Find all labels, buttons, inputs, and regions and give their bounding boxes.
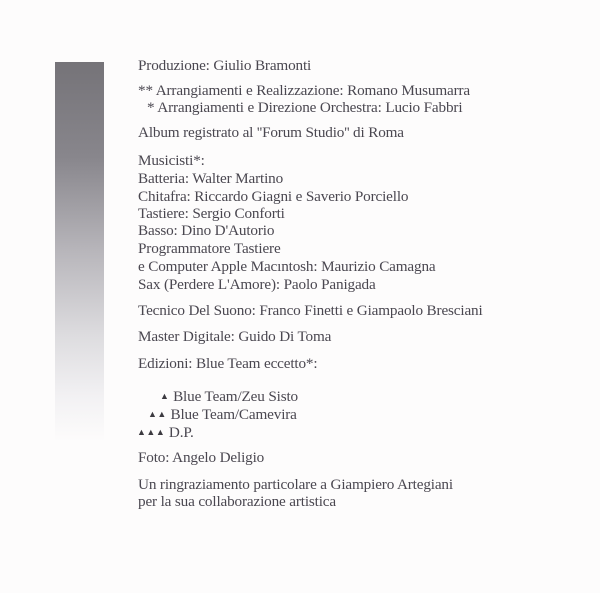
triangle-marker-icon: ▲▲▲ — [137, 427, 166, 437]
triangle-marker-icon: ▲▲ — [148, 409, 167, 419]
musician-drums: Batteria: Walter Martino — [138, 170, 284, 187]
musician-sax: Sax (Perdere L'Amore): Paolo Panigada — [138, 276, 376, 293]
arrangements-double-credit: ** Arrangiamenti e Realizzazione: Romano Musumarra — [138, 82, 470, 99]
musician-programmer: Programmatore Tastiere — [138, 240, 281, 257]
album-recorded-credit: Album registrato al ''Forum Studio'' di Roma — [138, 124, 404, 141]
musicians-heading: Musicisti*: — [138, 152, 205, 169]
edition-item — [148, 405, 297, 424]
musician-bass: Basso: Dino D'Autorio — [138, 222, 275, 239]
sound-engineer-credit: Tecnico Del Suono: Franco Finetti e Giampaolo Bresciani — [138, 302, 483, 319]
edition-label: Blue Team/Camevira — [170, 406, 297, 423]
edition-item — [137, 423, 194, 442]
arrangements-single-credit: * Arrangiamenti e Direzione Orchestra: Lucio Fabbri — [147, 99, 463, 116]
edition-item — [160, 387, 298, 406]
musician-computer: e Computer Apple Macıntosh: Maurizio Camagna — [138, 258, 436, 275]
photo-credit: Foto: Angelo Deligio — [138, 449, 265, 466]
editions-heading: Edizioni: Blue Team eccetto*: — [138, 355, 318, 372]
edition-label: Blue Team/Zeu Sisto — [173, 388, 298, 405]
digital-master-credit: Master Digitale: Guido Di Toma — [138, 328, 332, 345]
musician-guitar: Chitafra: Riccardo Giagni e Saverio Porciello — [138, 188, 409, 205]
musician-keyboards: Tastiere: Sergio Conforti — [138, 205, 285, 222]
thanks-line-1: Un ringraziamento particolare a Giampiero Artegiani — [138, 476, 453, 493]
production-credit: Produzione: Giulio Bramonti — [138, 57, 312, 74]
gradient-bar — [55, 62, 104, 442]
thanks-line-2: per la sua collaborazione artistica — [138, 493, 336, 510]
triangle-marker-icon: ▲ — [160, 391, 170, 401]
edition-label: D.P. — [168, 424, 194, 441]
